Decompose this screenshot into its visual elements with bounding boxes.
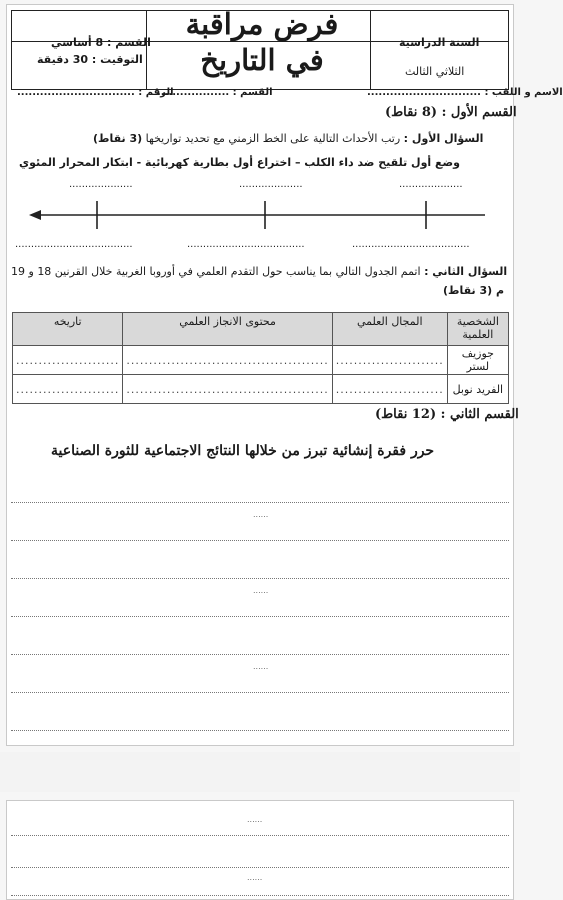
q2-label: السؤال الثاني : [424, 265, 508, 278]
q2-prompt-cont: م (3 نقاط) [443, 284, 505, 297]
q1-text [93, 132, 483, 145]
timeline-axis [27, 197, 489, 233]
row-field[interactable]: ........................ [332, 346, 447, 375]
part2-task: حرر فقرة إنشائية تبرز من خلالها النتائج الاجتماعية للثورة الصناعية [51, 443, 435, 459]
col-person: الشخصية العلمية [447, 313, 508, 346]
exam-sheet-continued [6, 800, 514, 900]
q1-prompt: رتب الأحداث التالية على الخط الزمني مع تحديد تواريخها [145, 132, 401, 145]
timeline-bottom-blank-1: ..................................... [15, 239, 133, 250]
writing-line[interactable] [11, 502, 509, 503]
row-date[interactable]: ....................... [13, 346, 123, 375]
table-row [13, 346, 509, 375]
timeline-bottom-blank-3: ..................................... [352, 239, 470, 250]
writing-line[interactable] [11, 616, 509, 617]
science-table [12, 312, 509, 404]
timeline-top-blank-3: .................... [399, 179, 463, 190]
exam-sheet [6, 4, 563, 746]
row-content[interactable]: ............................................. [123, 375, 332, 404]
q1-label: السؤال الأول : [403, 132, 484, 145]
writing-line[interactable] [11, 654, 509, 655]
q1-points: (3 نقاط) [93, 132, 143, 145]
col-date: تاريخه [13, 313, 123, 346]
q1-events: وضع أول تلقيح ضد داء الكلب – اختراع أول بطارية كهربائية - ابتكار المحرار المئوي [19, 156, 460, 169]
number-field: الرقم : ............................... [17, 87, 174, 98]
writing-line[interactable] [11, 867, 509, 868]
row-person: الفريد نوبل [447, 375, 508, 404]
writing-line-marker: ...... [253, 510, 269, 519]
writing-line-marker: ...... [253, 586, 269, 595]
writing-line-marker: ...... [247, 815, 263, 824]
row-content[interactable]: ............................................. [123, 346, 332, 375]
timeline-bottom-blank-2: ..................................... [187, 239, 305, 250]
part1-title: القسم الأول : (8 نقاط) [385, 105, 517, 120]
part2-title: القسم الثاني : (12 نقاط) [375, 407, 519, 422]
exam-title-line2: في التاريخ [200, 43, 324, 77]
table-header-row [13, 313, 509, 346]
row-field[interactable]: ........................ [332, 375, 447, 404]
writing-line-marker: ...... [253, 662, 269, 671]
writing-line[interactable] [11, 895, 509, 896]
writing-line-marker: ...... [247, 873, 263, 882]
duration-label: التوقيت : 30 دقيقة [37, 53, 143, 66]
writing-line[interactable] [11, 692, 509, 693]
writing-line[interactable] [11, 835, 509, 836]
name-field: الاسم و اللقب : .............................. [367, 87, 563, 98]
q2-prompt: اتمم الجدول التالي بما يناسب حول التقدم العلمي في أوروبا الغربية خلال القرنين 18 و 19 [11, 265, 421, 278]
col-field: المجال العلمي [332, 313, 447, 346]
page-gap [0, 752, 520, 792]
writing-line[interactable] [11, 540, 509, 541]
school-year-label: السنة الدراسية [399, 36, 480, 49]
class-label: القسم : 8 أساسي [51, 36, 151, 49]
row-date[interactable]: ....................... [13, 375, 123, 404]
timeline-top-blank-2: .................... [239, 179, 303, 190]
writing-line[interactable] [11, 730, 509, 731]
col-content: محتوى الانجاز العلمي [123, 313, 332, 346]
row-person: جوزيف لستر [447, 346, 508, 375]
timeline-top-blank-1: .................... [69, 179, 133, 190]
q2-text [11, 265, 507, 278]
timeline-arrow [29, 210, 41, 220]
writing-line[interactable] [11, 578, 509, 579]
exam-title-line1: فرض مراقبة [185, 7, 339, 41]
class-field: القسم : ................... [157, 87, 273, 98]
trimester-label: الثلاثي الثالث [405, 65, 465, 78]
table-row [13, 375, 509, 404]
